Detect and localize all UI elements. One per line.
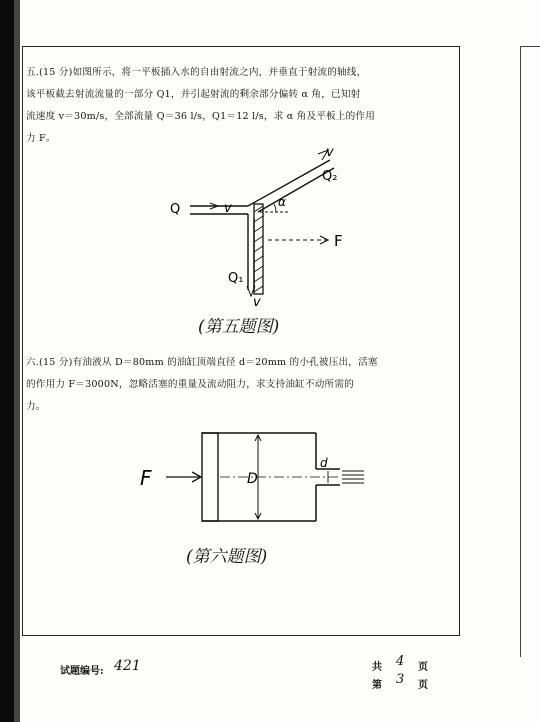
page-number-prefix: 第 bbox=[372, 680, 382, 691]
problem6-line2: 的作用力 F＝3000N，忽略活塞的重量及流动阻力，求支持油缸不动所需的 bbox=[26, 379, 354, 390]
fig5-label-Q: Q bbox=[170, 202, 181, 217]
scan-edge-shadow bbox=[14, 0, 20, 722]
exam-number-label: 试题编号: bbox=[60, 666, 104, 677]
fig6-label-D: D bbox=[247, 471, 258, 487]
figure6-diagram bbox=[128, 425, 388, 535]
problem5-line2: 该平板截去射流流量的一部分 Q1，并引起射流的剩余部分偏转 α 角，已知射 bbox=[26, 89, 361, 100]
problem5-line4: 力 F。 bbox=[26, 133, 56, 144]
problem5-line1: 五.(15 分)如图所示，将一平板插入水的自由射流之内，并垂直于射流的轴线， bbox=[26, 67, 367, 78]
fig5-label-F: F bbox=[334, 232, 343, 250]
total-pages-prefix: 共 bbox=[372, 662, 382, 673]
problem6-line3: 力。 bbox=[26, 401, 46, 412]
problem6-line1: 六.(15 分)有油液从 D＝80mm 的油缸顶端直径 d＝20mm 的小孔被压出，活塞 bbox=[26, 357, 378, 368]
fig6-label-d: d bbox=[320, 456, 328, 470]
fig5-label-alpha: α bbox=[278, 195, 286, 209]
scan-edge-left bbox=[0, 0, 14, 722]
fig5-label-Q1: Q₁ bbox=[228, 271, 244, 286]
total-pages-suffix: 页 bbox=[418, 662, 428, 673]
page-number-suffix: 页 bbox=[418, 680, 428, 691]
fig5-label-v-in: v bbox=[224, 201, 232, 216]
fig5-label-v-top: v bbox=[326, 145, 334, 160]
problem5-line3: 流速度 v＝30m/s，全部流量 Q＝36 l/s，Q1＝12 l/s，求 α 角及平板上的作用 bbox=[26, 111, 376, 122]
fig6-label-F: F bbox=[140, 466, 152, 490]
figure6-caption: (第六题图) bbox=[186, 547, 268, 567]
total-pages-number: 4 bbox=[396, 654, 405, 669]
exam-number: 421 bbox=[114, 658, 141, 674]
fig5-label-v-bottom: v bbox=[253, 295, 261, 310]
page-number: 3 bbox=[396, 672, 405, 687]
figure5-diagram bbox=[150, 140, 360, 310]
fig5-label-Q2: Q₂ bbox=[322, 169, 338, 184]
next-page-edge bbox=[520, 46, 540, 657]
figure5-caption: (第五题图) bbox=[198, 317, 280, 337]
